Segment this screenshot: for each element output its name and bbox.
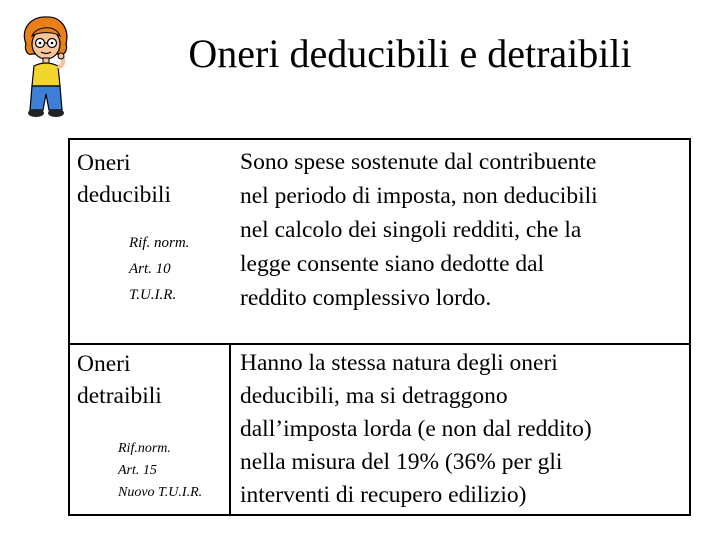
- row-divider: [70, 343, 689, 345]
- term-deducibili: Oneri deducibili: [77, 150, 171, 208]
- definition-deducibili: Sono spese sostenute dal contribuente nel periodo di imposta, non deducibili nel calcolo dei singoli redditi, che la legge consente siano dedotte dal reddito complessivo lordo.: [240, 149, 598, 311]
- term-detraibili: Oneri detraibili: [77, 351, 162, 409]
- reference-deducibili: Rif. norm. Art. 10 T.U.I.R.: [129, 235, 190, 303]
- cartoon-girl-thinking-icon: [18, 14, 74, 120]
- definition-detraibili: Hanno la stessa natura degli oneri deducibili, ma si detraggono dall’imposta lorda (e non dal reddito) nella misura del 19% (36% per gli interventi di recupero edilizio): [240, 350, 592, 508]
- slide-title: Oneri deducibili e detraibili: [188, 31, 632, 76]
- definition-table: [68, 138, 691, 516]
- column-divider: [229, 343, 231, 516]
- reference-detraibili: Rif.norm. Art. 15 Nuovo T.U.I.R.: [118, 441, 203, 500]
